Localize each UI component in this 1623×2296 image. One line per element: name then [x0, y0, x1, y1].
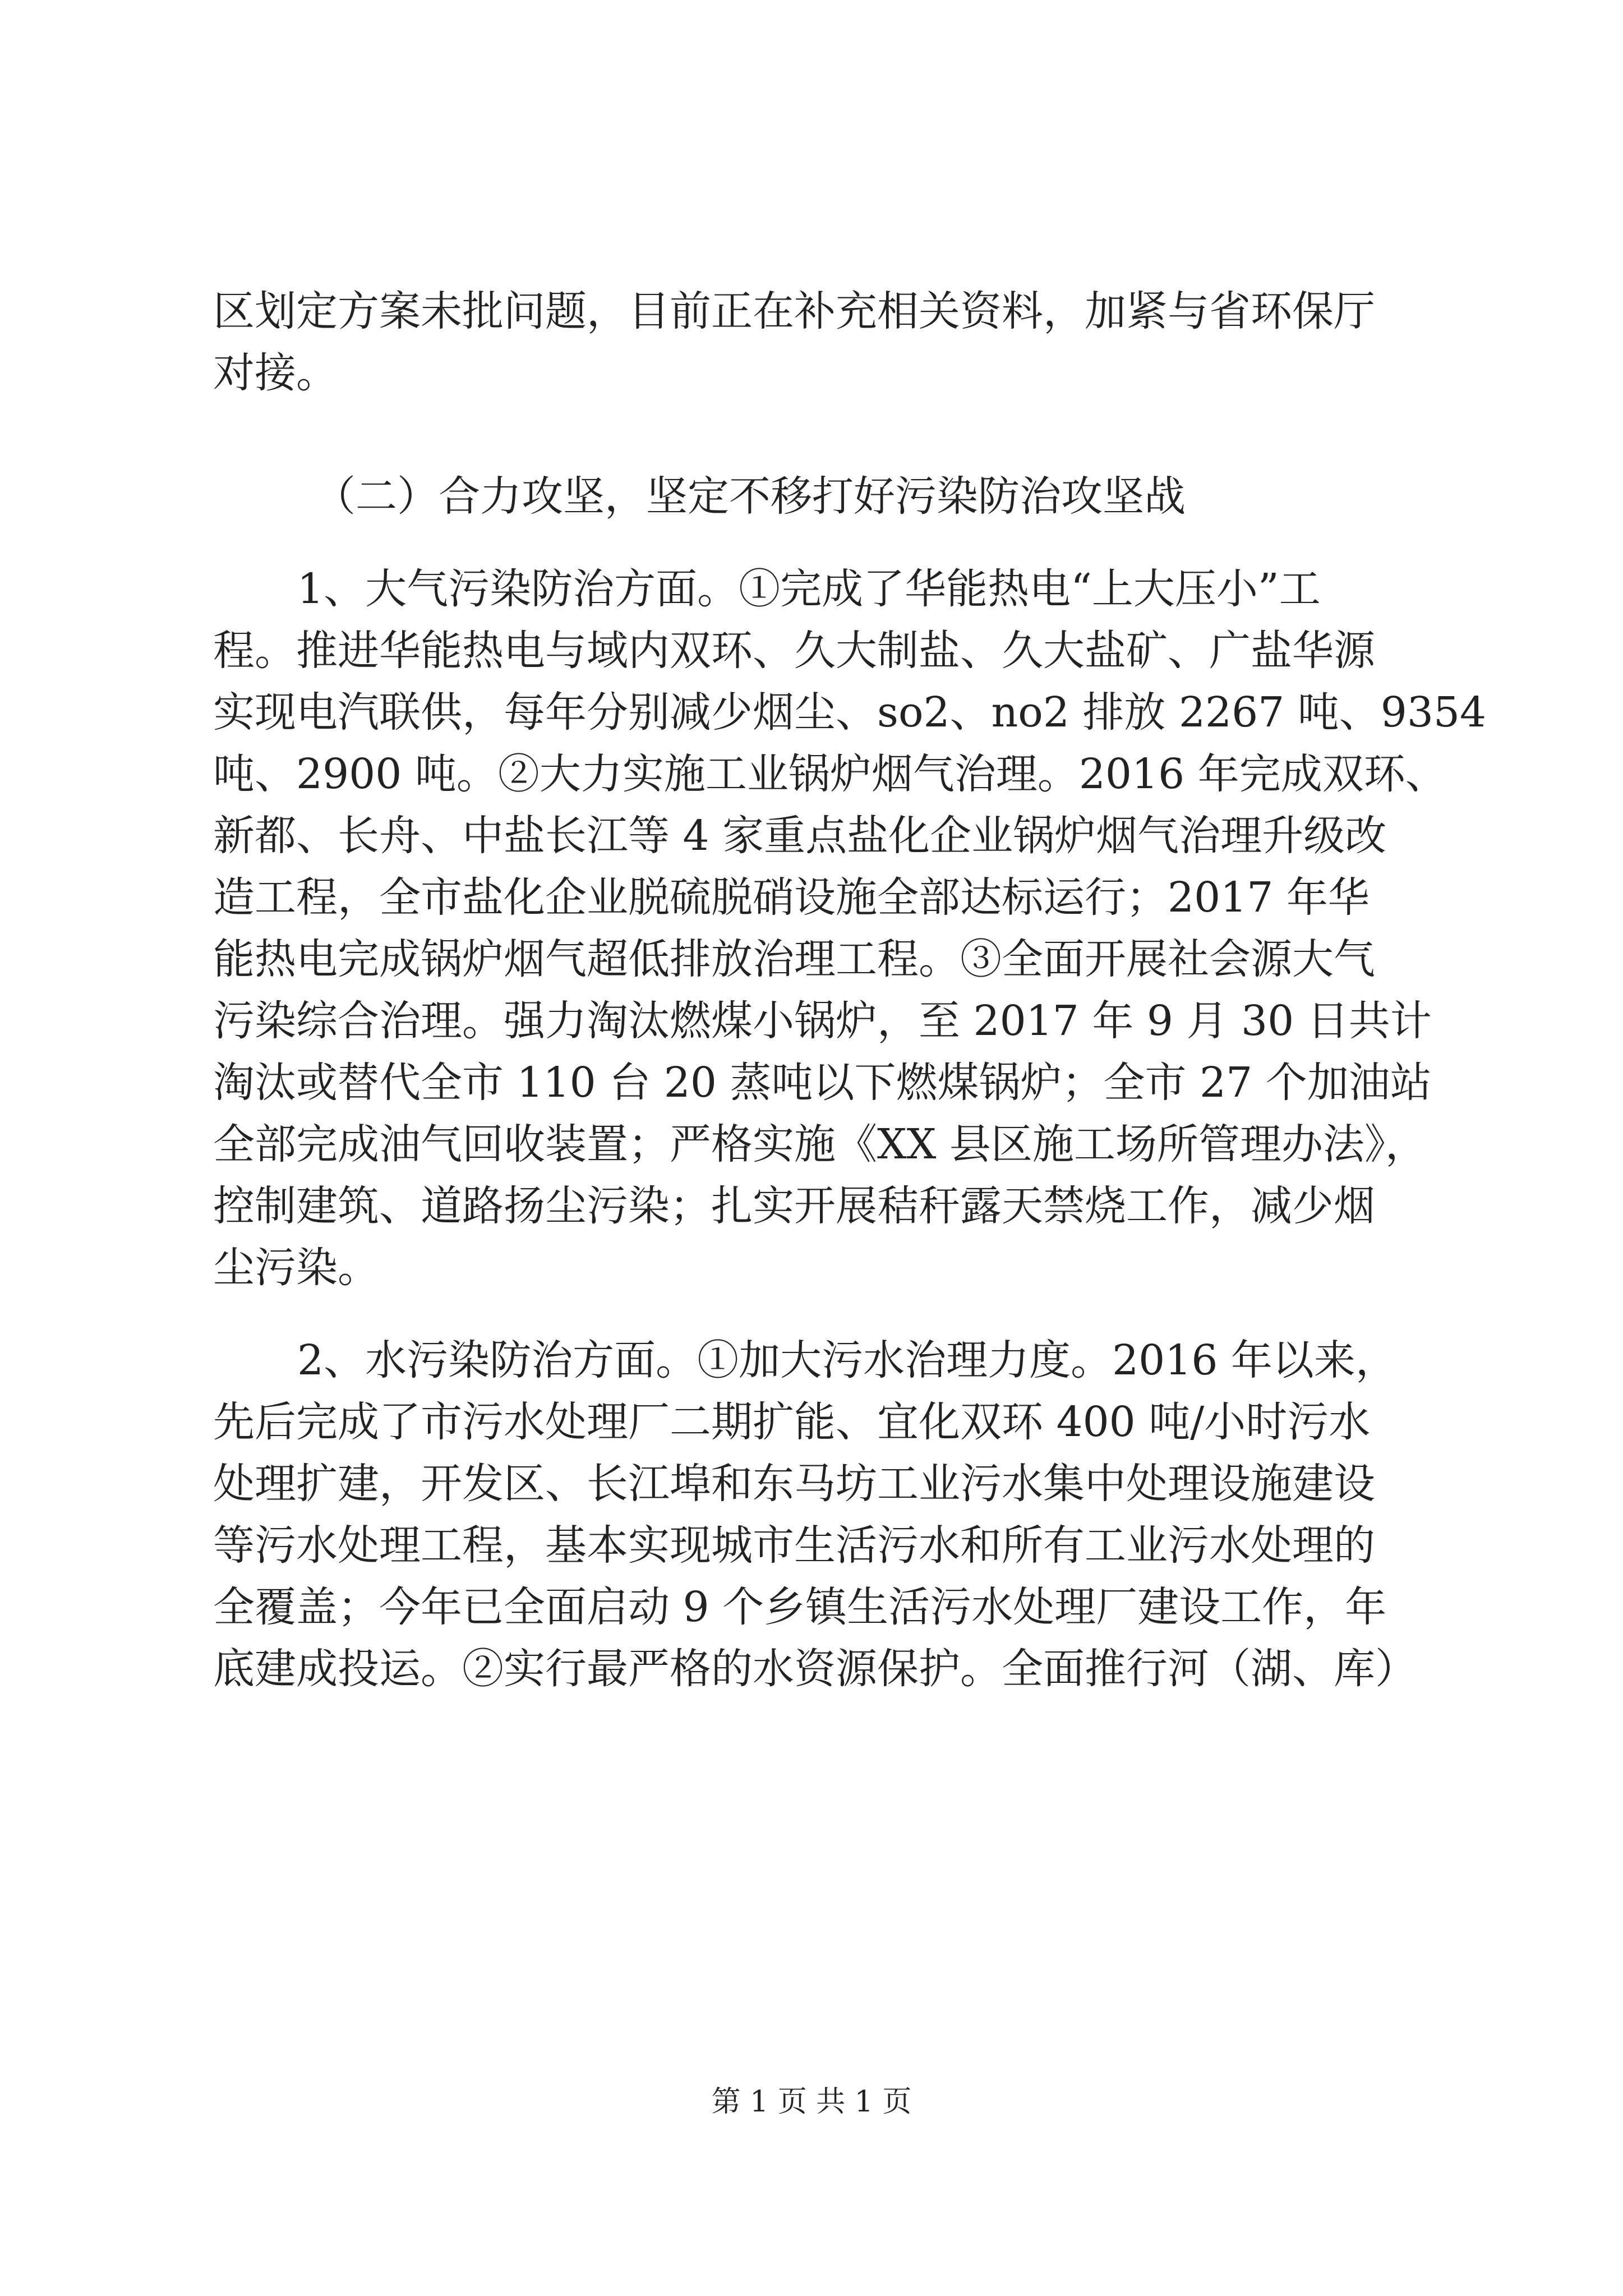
text-line: 处理扩建，开发区、长江埠和东马坊工业污水集中处理设施建设	[213, 1460, 1375, 1508]
text-line: 能热电完成锅炉烟气超低排放治理工程。③全面开展社会源大气	[213, 935, 1375, 983]
text-line: 底建成投运。②实行最严格的水资源保护。全面推行河（湖、库）	[213, 1645, 1417, 1693]
text-line: 等污水处理工程，基本实现城市生活污水和所有工业污水处理的	[213, 1521, 1375, 1570]
text-line: 全覆盖；今年已全面启动 9 个乡镇生活污水处理厂建设工作，年	[213, 1583, 1387, 1631]
text-line: 2、水污染防治方面。①加大污水治理力度。2016 年以来，	[297, 1336, 1397, 1384]
text-line: 污染综合治理。强力淘汰燃煤小锅炉，至 2017 年 9 月 30 日共计	[213, 997, 1432, 1045]
text-line: 控制建筑、道路扬尘污染；扎实开展秸秆露天禁烧工作，减少烟	[213, 1182, 1375, 1230]
section-heading: （二）合力攻坚，坚定不移打好污染防治攻坚战	[314, 472, 1186, 521]
text-line: 尘污染。	[213, 1244, 379, 1292]
text-line: 区划定方案未批问题，目前正在补充相关资料，加紧与省环保厅	[213, 287, 1375, 335]
text-line: 实现电汽联供，每年分别减少烟尘、so2、no2 排放 2267 吨、9354	[213, 688, 1487, 737]
text-line: 新都、长舟、中盐长江等 4 家重点盐化企业锅炉烟气治理升级改	[213, 812, 1387, 860]
text-line: 淘汰或替代全市 110 台 20 蒸吨以下燃煤锅炉；全市 27 个加油站	[213, 1059, 1432, 1107]
text-line: 1、大气污染防治方面。①完成了华能热电“上大压小”工	[297, 565, 1321, 613]
text-line: 先后完成了市污水处理厂二期扩能、宜化双环 400 吨/小时污水	[213, 1398, 1371, 1446]
text-line: 吨、2900 吨。②大力实施工业锅炉烟气治理。2016 年完成双环、	[213, 750, 1447, 798]
text-line: 全部完成油气回收装置；严格实施《XX 县区施工场所管理办法》，	[213, 1120, 1427, 1168]
page-footer: 第 1 页 共 1 页	[711, 2085, 912, 2119]
text-line: 造工程，全市盐化企业脱硫脱硝设施全部达标运行；2017 年华	[213, 873, 1370, 922]
text-line: 对接。	[213, 349, 338, 397]
text-line: 程。推进华能热电与域内双环、久大制盐、久大盐矿、广盐华源	[213, 627, 1375, 675]
